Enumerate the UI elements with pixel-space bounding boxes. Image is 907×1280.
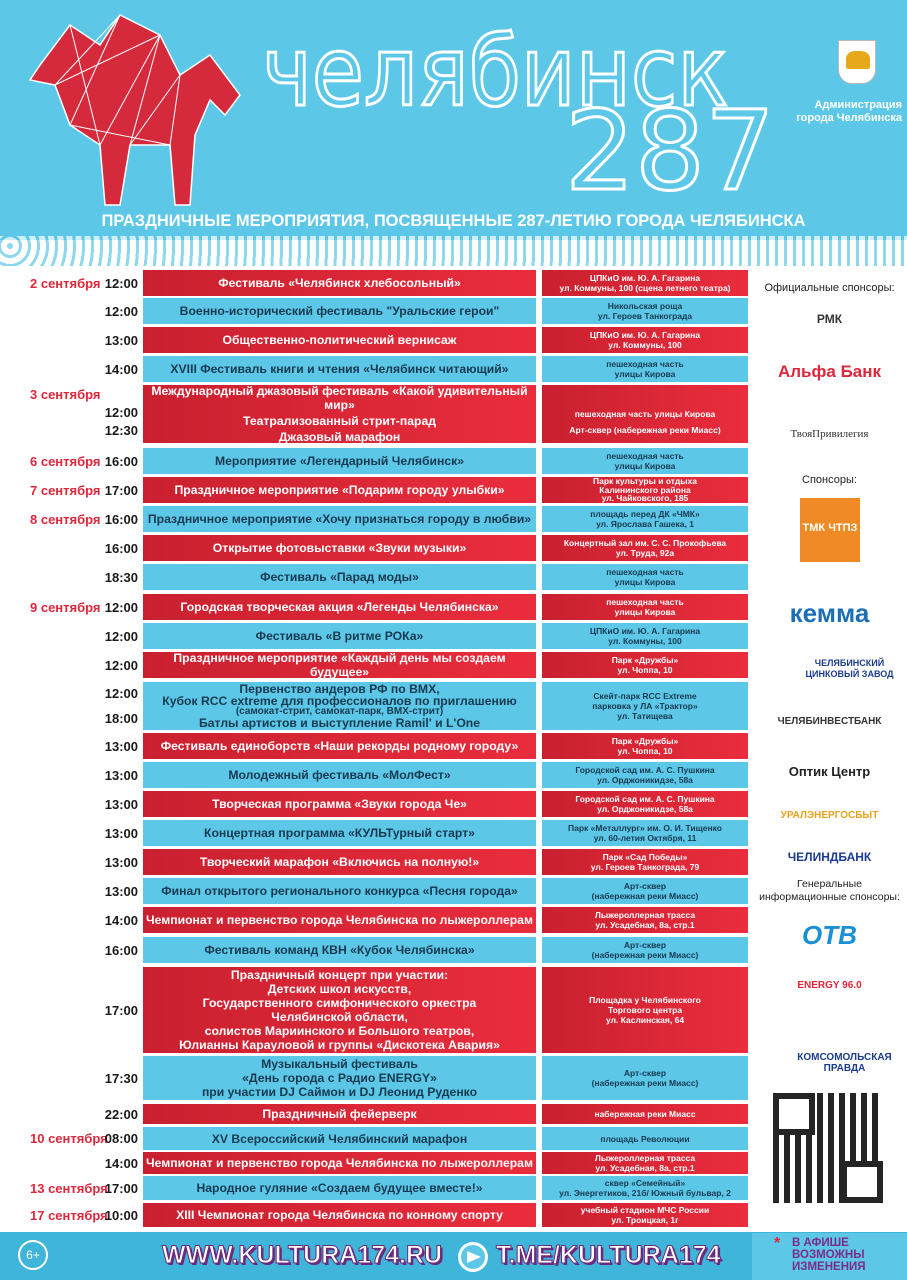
venue-line: (набережная реки Миасс) bbox=[591, 891, 699, 901]
date-time bbox=[0, 1056, 140, 1100]
event-name bbox=[143, 820, 536, 846]
kemma-logo: кемма bbox=[789, 598, 870, 628]
date-time bbox=[0, 564, 140, 590]
venue-line: Арт-сквер bbox=[623, 881, 667, 891]
venue-line: улицы Кирова bbox=[614, 607, 676, 617]
event-time: 14:00 bbox=[104, 361, 138, 377]
venue-line: ЦПКиО им. Ю. А. Гагарина bbox=[589, 273, 701, 283]
event-name-line: Юлианны Карауловой и группы «Дискотека Авария» bbox=[179, 1038, 500, 1052]
event-row bbox=[0, 1056, 750, 1100]
event-name bbox=[143, 594, 536, 620]
venue-line: сквер «Семейный» bbox=[604, 1178, 686, 1188]
changes-note bbox=[752, 1233, 907, 1280]
event-name-line: Джазовый марафон bbox=[278, 430, 401, 443]
venue-line: ЦПКиО им. Ю. А. Гагарина bbox=[589, 626, 701, 636]
chelyabinvestbank-logo: ЧЕЛЯБИНВЕСТБАНК bbox=[777, 716, 882, 727]
event-venue bbox=[542, 967, 748, 1053]
subtitle: ПРАЗДНИЧНЫЕ МЕРОПРИЯТИЯ, ПОСВЯЩЕННЫЕ 287-ЛЕТИЮ ГОРОДА ЧЕЛЯБИНСКА bbox=[101, 212, 806, 230]
event-date: 3 сентября bbox=[30, 387, 101, 402]
event-venue bbox=[542, 535, 748, 561]
date-time bbox=[0, 907, 140, 933]
venue-line: (набережная реки Миасс) bbox=[591, 950, 699, 960]
sponsors-label: Спонсоры: bbox=[802, 474, 857, 486]
event-row bbox=[0, 327, 750, 353]
venue-line: ул. Чоппа, 10 bbox=[617, 665, 673, 675]
date-time bbox=[0, 937, 140, 963]
event-name bbox=[143, 682, 536, 730]
event-date: 17 сентября bbox=[30, 1207, 108, 1223]
event-name-line: Мероприятие «Легендарный Челябинск» bbox=[214, 454, 465, 468]
event-venue bbox=[542, 849, 748, 875]
event-time: 12:00 bbox=[104, 657, 138, 673]
venue-line: Лыжероллерная трасса bbox=[594, 1153, 696, 1163]
age-rating: 6+ bbox=[18, 1240, 48, 1270]
event-date: 6 сентября bbox=[30, 453, 101, 469]
event-venue bbox=[542, 356, 748, 382]
event-venue bbox=[542, 652, 748, 678]
event-name bbox=[143, 477, 536, 503]
event-row bbox=[0, 967, 750, 1053]
event-row bbox=[0, 535, 750, 561]
event-name-line: Праздничный фейерверк bbox=[262, 1107, 417, 1121]
venue-line: Арт-сквер bbox=[623, 940, 667, 950]
event-row bbox=[0, 623, 750, 649]
venue-line: Арт-сквер bbox=[623, 1068, 667, 1078]
venue-line: Парк «Сад Победы» bbox=[602, 852, 688, 862]
venue-line: ул. Чайковского, 185 bbox=[601, 493, 689, 503]
event-name bbox=[143, 623, 536, 649]
venue-line: улицы Кирова bbox=[614, 577, 676, 587]
event-time: 17:30 bbox=[104, 1070, 138, 1086]
venue-line: Парк культуры и отдыха bbox=[593, 477, 697, 487]
event-row bbox=[0, 356, 750, 382]
event-name-line: Творческая программа «Звуки города Че» bbox=[212, 797, 467, 811]
date-time bbox=[0, 327, 140, 353]
date-time bbox=[0, 878, 140, 904]
event-row bbox=[0, 1152, 750, 1174]
event-row bbox=[0, 594, 750, 620]
venue-line: Скейт-парк RCC Extreme bbox=[593, 691, 697, 701]
event-name bbox=[143, 298, 536, 324]
uralenergosbyt-logo: УРАЛЭНЕРГОСБЫТ bbox=[780, 810, 879, 821]
event-venue bbox=[542, 270, 748, 296]
event-name bbox=[143, 967, 536, 1053]
event-name-line: Чемпионат и первенство города Челябинска по лыжероллерам bbox=[146, 913, 533, 927]
event-row bbox=[0, 1127, 750, 1150]
event-time: 13:00 bbox=[104, 825, 138, 841]
event-venue bbox=[542, 1203, 748, 1227]
date-time bbox=[0, 594, 140, 620]
event-venue bbox=[542, 594, 748, 620]
venue-line: Концертный зал им. С. С. Прокофьева bbox=[563, 538, 727, 548]
event-name-line: Детских школ искусств, bbox=[267, 982, 412, 996]
event-name bbox=[143, 1152, 536, 1174]
venue-line: улицы Кирова bbox=[614, 461, 676, 471]
event-date: 2 сентября bbox=[30, 275, 101, 291]
event-venue bbox=[542, 937, 748, 963]
event-name-line: XVIII Фестиваль книги и чтения «Челябинск читающий» bbox=[170, 362, 509, 376]
event-time: 13:00 bbox=[104, 796, 138, 812]
event-name bbox=[143, 327, 536, 353]
event-time: 12:30 bbox=[104, 423, 138, 438]
venue-line: Никольская роща bbox=[607, 301, 683, 311]
venue-line: парковка у ЛА «Трактор» bbox=[592, 701, 698, 711]
event-name bbox=[143, 1203, 536, 1227]
event-name bbox=[143, 849, 536, 875]
venue-line: Парк «Дружбы» bbox=[611, 736, 679, 746]
date-time bbox=[0, 1176, 140, 1200]
event-name-line: Городская творческая акция «Легенды Челябинска» bbox=[180, 600, 499, 614]
venue-line: ул. Ярослава Гашека, 1 bbox=[596, 519, 694, 529]
venue-line: пешеходная часть bbox=[606, 597, 684, 607]
event-name-line: Народное гуляние «Создаем будущее вместе!» bbox=[196, 1181, 483, 1195]
event-name-line: Государственного симфонического оркестра bbox=[202, 996, 477, 1010]
date-time bbox=[0, 1127, 140, 1150]
event-time: 12:00 bbox=[104, 628, 138, 644]
venue-line: Парк «Дружбы» bbox=[611, 655, 679, 665]
venue-line: ул. Чоппа, 10 bbox=[617, 746, 673, 756]
event-time: 17:00 bbox=[104, 482, 138, 498]
anniversary-year: 287 bbox=[565, 87, 775, 215]
venue-line: пешеходная часть bbox=[606, 451, 684, 461]
event-venue bbox=[542, 385, 748, 443]
event-name-line: Фестиваль «Челябинск хлебосольный» bbox=[218, 276, 461, 290]
event-name bbox=[143, 907, 536, 933]
event-name bbox=[143, 564, 536, 590]
event-venue bbox=[542, 878, 748, 904]
event-name-line: Открытие фотовыставки «Звуки музыки» bbox=[212, 541, 467, 555]
event-name bbox=[143, 1127, 536, 1150]
event-time: 13:00 bbox=[104, 767, 138, 783]
note-line: В АФИШЕ bbox=[792, 1237, 849, 1249]
zinc-plant-logo: ЧЕЛЯБИНСКИЙ ЦИНКОВЫЙ ЗАВОД bbox=[805, 658, 894, 679]
event-name-line: «День города с Радио ENERGY» bbox=[242, 1071, 437, 1085]
venue-line: Городской сад им. А. С. Пушкина bbox=[575, 765, 715, 775]
event-name bbox=[143, 356, 536, 382]
event-venue bbox=[542, 1127, 748, 1150]
venue-line: площадь Революции bbox=[600, 1133, 690, 1144]
event-row bbox=[0, 270, 750, 296]
venue-line: Калининского района bbox=[599, 484, 691, 495]
event-row bbox=[0, 791, 750, 817]
event-row bbox=[0, 762, 750, 788]
date-time bbox=[0, 270, 140, 296]
kp-logo: КОМСОМОЛЬСКАЯ ПРАВДА bbox=[797, 1052, 892, 1074]
event-venue bbox=[542, 733, 748, 759]
date-time bbox=[0, 448, 140, 474]
event-name bbox=[143, 878, 536, 904]
event-name bbox=[143, 762, 536, 788]
venue-line: Торгового центра bbox=[607, 1005, 683, 1015]
venue-line: ул. Коммуны, 100 bbox=[608, 340, 682, 350]
venue-line: Городской сад им. А. С. Пушкина bbox=[575, 794, 715, 804]
event-name bbox=[143, 791, 536, 817]
optik-center-logo: Оптик Центр bbox=[788, 764, 871, 779]
event-row bbox=[0, 1104, 750, 1124]
event-venue bbox=[542, 564, 748, 590]
event-time: 12:00 bbox=[104, 599, 138, 615]
event-venue bbox=[542, 327, 748, 353]
venue-line: Площадка у Челябинского bbox=[589, 995, 701, 1005]
event-row bbox=[0, 907, 750, 933]
event-name-line: Международный джазовый фестиваль «Какой удивительный мир» bbox=[151, 385, 528, 412]
energy-radio-logo: ENERGY 96.0 bbox=[797, 980, 862, 991]
event-name-line: Творческий марафон «Включись на полную!» bbox=[199, 855, 480, 869]
date-time bbox=[0, 682, 140, 730]
event-name bbox=[143, 448, 536, 474]
event-venue bbox=[542, 907, 748, 933]
event-name-line: Челябинской области, bbox=[271, 1010, 408, 1024]
venue-line: ул. Коммуны, 100 (сцена летнего театра) bbox=[559, 283, 731, 293]
event-venue bbox=[542, 1152, 748, 1174]
venue-line: учебный стадион МЧС России bbox=[580, 1205, 710, 1215]
event-name-line: Батлы артистов и выступление Ramil' и L'One bbox=[198, 716, 481, 730]
venue-line: пешеходная часть bbox=[606, 359, 684, 369]
event-time: 13:00 bbox=[104, 854, 138, 870]
date-time bbox=[0, 849, 140, 875]
venue-line: ул. Татищева bbox=[617, 711, 673, 721]
event-time: 18:30 bbox=[104, 569, 138, 585]
event-venue bbox=[542, 1104, 748, 1124]
event-time: 12:00 bbox=[104, 303, 138, 319]
venue-line: ЦПКиО им. Ю. А. Гагарина bbox=[589, 330, 701, 340]
event-name-line: Первенство андеров РФ по BMX, bbox=[239, 682, 440, 696]
event-name-line: Праздничное мероприятие «Каждый день мы создаем будущее» bbox=[173, 652, 506, 678]
event-time: 12:00 bbox=[104, 686, 138, 701]
event-name-line: XV Всероссийский Челябинский марафон bbox=[211, 1131, 468, 1146]
event-venue bbox=[542, 506, 748, 532]
venue-line: (набережная реки Миасс) bbox=[591, 1078, 699, 1088]
venue-line: ул. Усадебная, 8а, стр.1 bbox=[595, 920, 695, 930]
date-time bbox=[0, 791, 140, 817]
venue-line: ул. Каслинская, 64 bbox=[605, 1015, 685, 1025]
event-name-line: Фестиваль единоборств «Наши рекорды родному городу» bbox=[160, 739, 519, 753]
date-time bbox=[0, 298, 140, 324]
alfa-bank-logo: Альфа Банк bbox=[777, 362, 882, 381]
event-name-line: Военно-исторический фестиваль "Уральские герои" bbox=[179, 304, 500, 318]
event-name bbox=[143, 652, 536, 678]
asterisk-icon: * bbox=[774, 1235, 781, 1252]
note-line: ИЗМЕНЕНИЯ bbox=[792, 1261, 866, 1273]
venue-line: ул. Энергетиков, 21б/ Южный бульвар, 2 bbox=[559, 1188, 731, 1198]
event-venue bbox=[542, 623, 748, 649]
event-date: 13 сентября bbox=[30, 1180, 108, 1196]
event-row bbox=[0, 849, 750, 875]
event-time: 13:00 bbox=[104, 738, 138, 754]
event-time: 22:00 bbox=[104, 1106, 138, 1122]
event-row bbox=[0, 506, 750, 532]
venue-line: пешеходная часть улицы Кирова bbox=[574, 409, 716, 419]
event-time: 08:00 bbox=[104, 1131, 138, 1146]
venue-line: ул. Героев Танкограда, 79 bbox=[590, 862, 700, 872]
date-time bbox=[0, 733, 140, 759]
rmk-logo: РМК bbox=[816, 312, 843, 326]
venue-line: ул. Труда, 92а bbox=[615, 548, 675, 558]
event-venue bbox=[542, 791, 748, 817]
event-name-line: Концертная программа «КУЛЬТурный старт» bbox=[204, 826, 475, 840]
event-time: 13:00 bbox=[104, 883, 138, 899]
event-name-line: Музыкальный фестиваль bbox=[261, 1057, 418, 1071]
event-venue bbox=[542, 682, 748, 730]
event-name-line: Чемпионат и первенство города Челябинска по лыжероллерам bbox=[146, 1156, 533, 1170]
event-venue bbox=[542, 477, 748, 503]
venue-line: ул. Орджоникидзе, 58а bbox=[597, 804, 693, 814]
event-time: 17:00 bbox=[104, 1002, 138, 1018]
event-name-line: Общественно-политический вернисаж bbox=[222, 333, 457, 347]
event-name-line: Фестиваль команд КВН «Кубок Челябинска» bbox=[204, 943, 475, 957]
event-time: 17:00 bbox=[104, 1180, 138, 1196]
event-time: 10:00 bbox=[104, 1207, 138, 1223]
administration-label: Администрация города Челябинска bbox=[796, 99, 902, 124]
event-name bbox=[143, 385, 536, 443]
venue-line: ул. Коммуны, 100 bbox=[608, 636, 682, 646]
event-row bbox=[0, 682, 750, 730]
info-sponsors-label: Генеральные информационные спонсоры: bbox=[759, 878, 900, 903]
event-row bbox=[0, 820, 750, 846]
note-line: ВОЗМОЖНЫ bbox=[792, 1249, 865, 1261]
date-time bbox=[0, 385, 140, 443]
event-row bbox=[0, 1176, 750, 1200]
event-name bbox=[143, 1176, 536, 1200]
event-name-line: Фестиваль «Парад моды» bbox=[260, 570, 419, 584]
event-row bbox=[0, 448, 750, 474]
venue-line: ул. 60-летия Октября, 11 bbox=[593, 833, 697, 843]
event-name bbox=[143, 937, 536, 963]
event-name-line: Театрализованный стрит-парад bbox=[243, 414, 436, 428]
event-venue bbox=[542, 1056, 748, 1100]
telegram-icon bbox=[458, 1242, 488, 1272]
qr-code[interactable] bbox=[773, 1093, 883, 1203]
event-row bbox=[0, 1203, 750, 1227]
event-name bbox=[143, 1056, 536, 1100]
event-name bbox=[143, 535, 536, 561]
date-time bbox=[0, 652, 140, 678]
event-date: 9 сентября bbox=[30, 599, 101, 615]
date-time bbox=[0, 762, 140, 788]
event-venue bbox=[542, 820, 748, 846]
official-sponsors-label: Официальные спонсоры: bbox=[764, 282, 895, 294]
venue-line: пешеходная часть bbox=[606, 567, 684, 577]
event-row bbox=[0, 477, 750, 503]
event-row bbox=[0, 385, 750, 443]
date-time bbox=[0, 477, 140, 503]
venue-line: Лыжероллерная трасса bbox=[594, 910, 696, 920]
event-name-line: Праздничное мероприятие «Подарим городу улыбки» bbox=[174, 483, 505, 497]
city-title: челябинск bbox=[262, 16, 729, 128]
event-time: 16:00 bbox=[104, 942, 138, 958]
venue-line: Арт-сквер (набережная реки Миасс) bbox=[569, 425, 721, 435]
venue-line: Парк «Металлург» им. О. И. Тищенко bbox=[568, 823, 722, 833]
event-name-line: XIII Чемпионат города Челябинска по конному спорту bbox=[176, 1208, 503, 1222]
event-time: 16:00 bbox=[104, 453, 138, 469]
event-name bbox=[143, 1104, 536, 1124]
event-row bbox=[0, 652, 750, 678]
website-link[interactable]: WWW.KULTURA174.RU bbox=[162, 1241, 443, 1269]
event-time: 16:00 bbox=[104, 511, 138, 527]
event-name-line: Фестиваль «В ритме РОКа» bbox=[255, 629, 424, 643]
date-time bbox=[0, 1152, 140, 1174]
event-name-line: (самокат-стрит, самокат-парк, BMX-стрит) bbox=[235, 706, 444, 717]
otv-logo: ОТВ bbox=[802, 920, 857, 950]
header bbox=[0, 0, 907, 240]
venue-line: ул. Героев Танкограда bbox=[597, 311, 693, 321]
event-row bbox=[0, 298, 750, 324]
venue-line: ул. Троицкая, 1г bbox=[611, 1215, 679, 1225]
date-time bbox=[0, 1203, 140, 1227]
event-time: 14:00 bbox=[104, 912, 138, 928]
event-date: 10 сентября bbox=[30, 1131, 108, 1146]
venue-line: ул. Усадебная, 8а, стр.1 bbox=[595, 1163, 695, 1173]
date-time bbox=[0, 820, 140, 846]
decorative-stripe bbox=[0, 236, 907, 266]
chelindbank-logo: ЧЕЛИНДБАНК bbox=[787, 850, 872, 864]
event-venue bbox=[542, 298, 748, 324]
date-time bbox=[0, 535, 140, 561]
date-time bbox=[0, 967, 140, 1053]
event-time: 12:00 bbox=[104, 275, 138, 291]
event-date: 8 сентября bbox=[30, 511, 101, 527]
event-venue bbox=[542, 448, 748, 474]
camel-logo bbox=[10, 5, 260, 215]
event-row bbox=[0, 937, 750, 963]
date-time bbox=[0, 356, 140, 382]
event-venue bbox=[542, 1176, 748, 1200]
date-time bbox=[0, 506, 140, 532]
venue-line: улицы Кирова bbox=[614, 369, 676, 379]
event-time: 16:00 bbox=[104, 540, 138, 556]
event-name bbox=[143, 733, 536, 759]
event-row bbox=[0, 564, 750, 590]
event-time: 18:00 bbox=[104, 711, 138, 726]
event-venue bbox=[542, 762, 748, 788]
date-time bbox=[0, 623, 140, 649]
date-time bbox=[0, 1104, 140, 1124]
event-name bbox=[143, 270, 536, 296]
event-date: 7 сентября bbox=[30, 482, 101, 498]
venue-line: набережная реки Миасс bbox=[594, 1109, 696, 1119]
event-name-line: Молодежный фестиваль «МолФест» bbox=[228, 768, 451, 782]
event-time: 12:00 bbox=[104, 405, 138, 420]
event-name-line: Праздничное мероприятие «Хочу признаться городу в любви» bbox=[147, 512, 532, 526]
event-name-line: Праздничный концерт при участии: bbox=[230, 968, 449, 982]
coat-of-arms-icon bbox=[838, 40, 876, 84]
event-name-line: солистов Мариинского и Большого театров, bbox=[204, 1024, 475, 1038]
event-row bbox=[0, 878, 750, 904]
tmk-chtpz-logo: ТМК ЧТПЗ bbox=[800, 498, 860, 562]
event-name-line: при участии DJ Саймон и DJ Леонид Руденко bbox=[201, 1085, 478, 1099]
tvoya-privilegiya-logo: ТвояПривилегия bbox=[790, 428, 869, 440]
telegram-link[interactable]: T.ME/KULTURA174 bbox=[496, 1241, 721, 1269]
event-name bbox=[143, 506, 536, 532]
event-name-line: Кубок RCC extreme для профессионалов по приглашению bbox=[162, 694, 517, 708]
event-time: 13:00 bbox=[104, 332, 138, 348]
event-row bbox=[0, 733, 750, 759]
venue-line: ул. Орджоникидзе, 58а bbox=[597, 775, 693, 785]
event-time: 14:00 bbox=[104, 1155, 138, 1171]
event-name-line: Финал открытого регионального конкурса «Песня города» bbox=[161, 884, 518, 898]
venue-line: площадь перед ДК «ЧМК» bbox=[590, 509, 700, 519]
